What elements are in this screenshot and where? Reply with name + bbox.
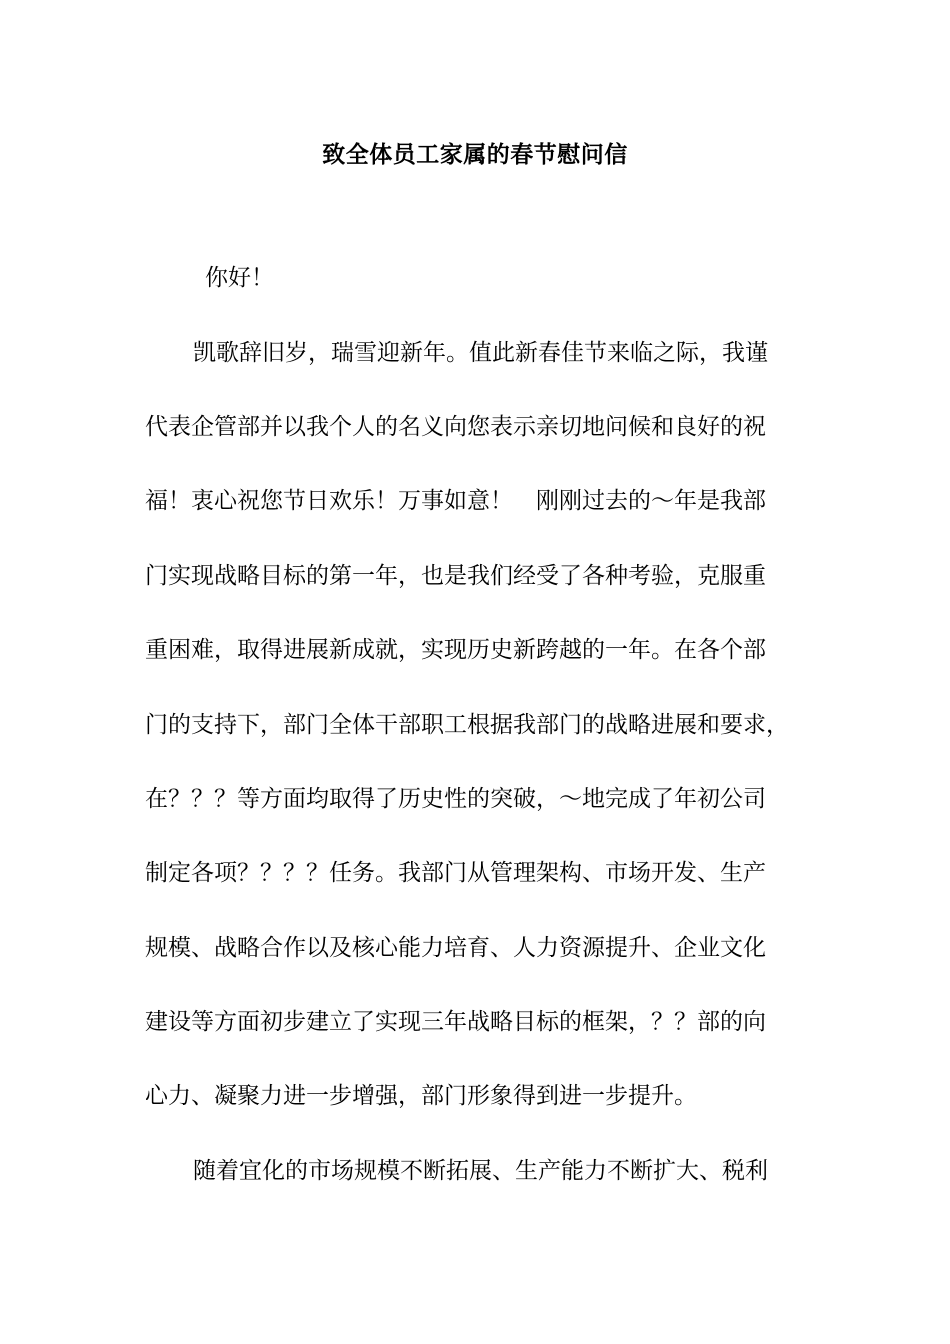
paragraph-line-7: 在？？？等方面均取得了历史性的突破，～地完成了年初公司 [145, 786, 766, 812]
document-title: 致全体员工家属的春节慰问信 [322, 141, 628, 168]
paragraph-line-10: 建设等方面初步建立了实现三年战略目标的框架，？？部的向 [145, 1009, 766, 1035]
paragraph-line-5: 重困难，取得进展新成就，实现历史新跨越的一年。在各个部 [145, 637, 766, 663]
paragraph-line-8: 制定各项？？？？任务。我部门从管理架构、市场开发、生产 [145, 860, 766, 886]
paragraph-line-6: 门的支持下，部门全体干部职工根据我部门的战略进展和要求， [145, 712, 789, 738]
paragraph-line-3: 福！衷心祝您节日欢乐！万事如意！ 刚刚过去的～年是我部 [145, 488, 766, 514]
paragraph-line-12: 随着宜化的市场规模不断拓展、生产能力不断扩大、税利 [193, 1158, 768, 1184]
paragraph-line-9: 规模、战略合作以及核心能力培育、人力资源提升、企业文化 [145, 935, 766, 961]
paragraph-line-1: 凯歌辞旧岁，瑞雪迎新年。值此新春佳节来临之际，我谨 [193, 340, 768, 366]
paragraph-line-4: 门实现战略目标的第一年，也是我们经受了各种考验，克服重 [145, 563, 766, 589]
greeting-line: 你好！ [205, 265, 274, 291]
paragraph-line-11: 心力、凝聚力进一步增强，部门形象得到进一步提升。 [145, 1083, 697, 1109]
paragraph-line-2: 代表企管部并以我个人的名义向您表示亲切地问候和良好的祝 [145, 414, 766, 440]
